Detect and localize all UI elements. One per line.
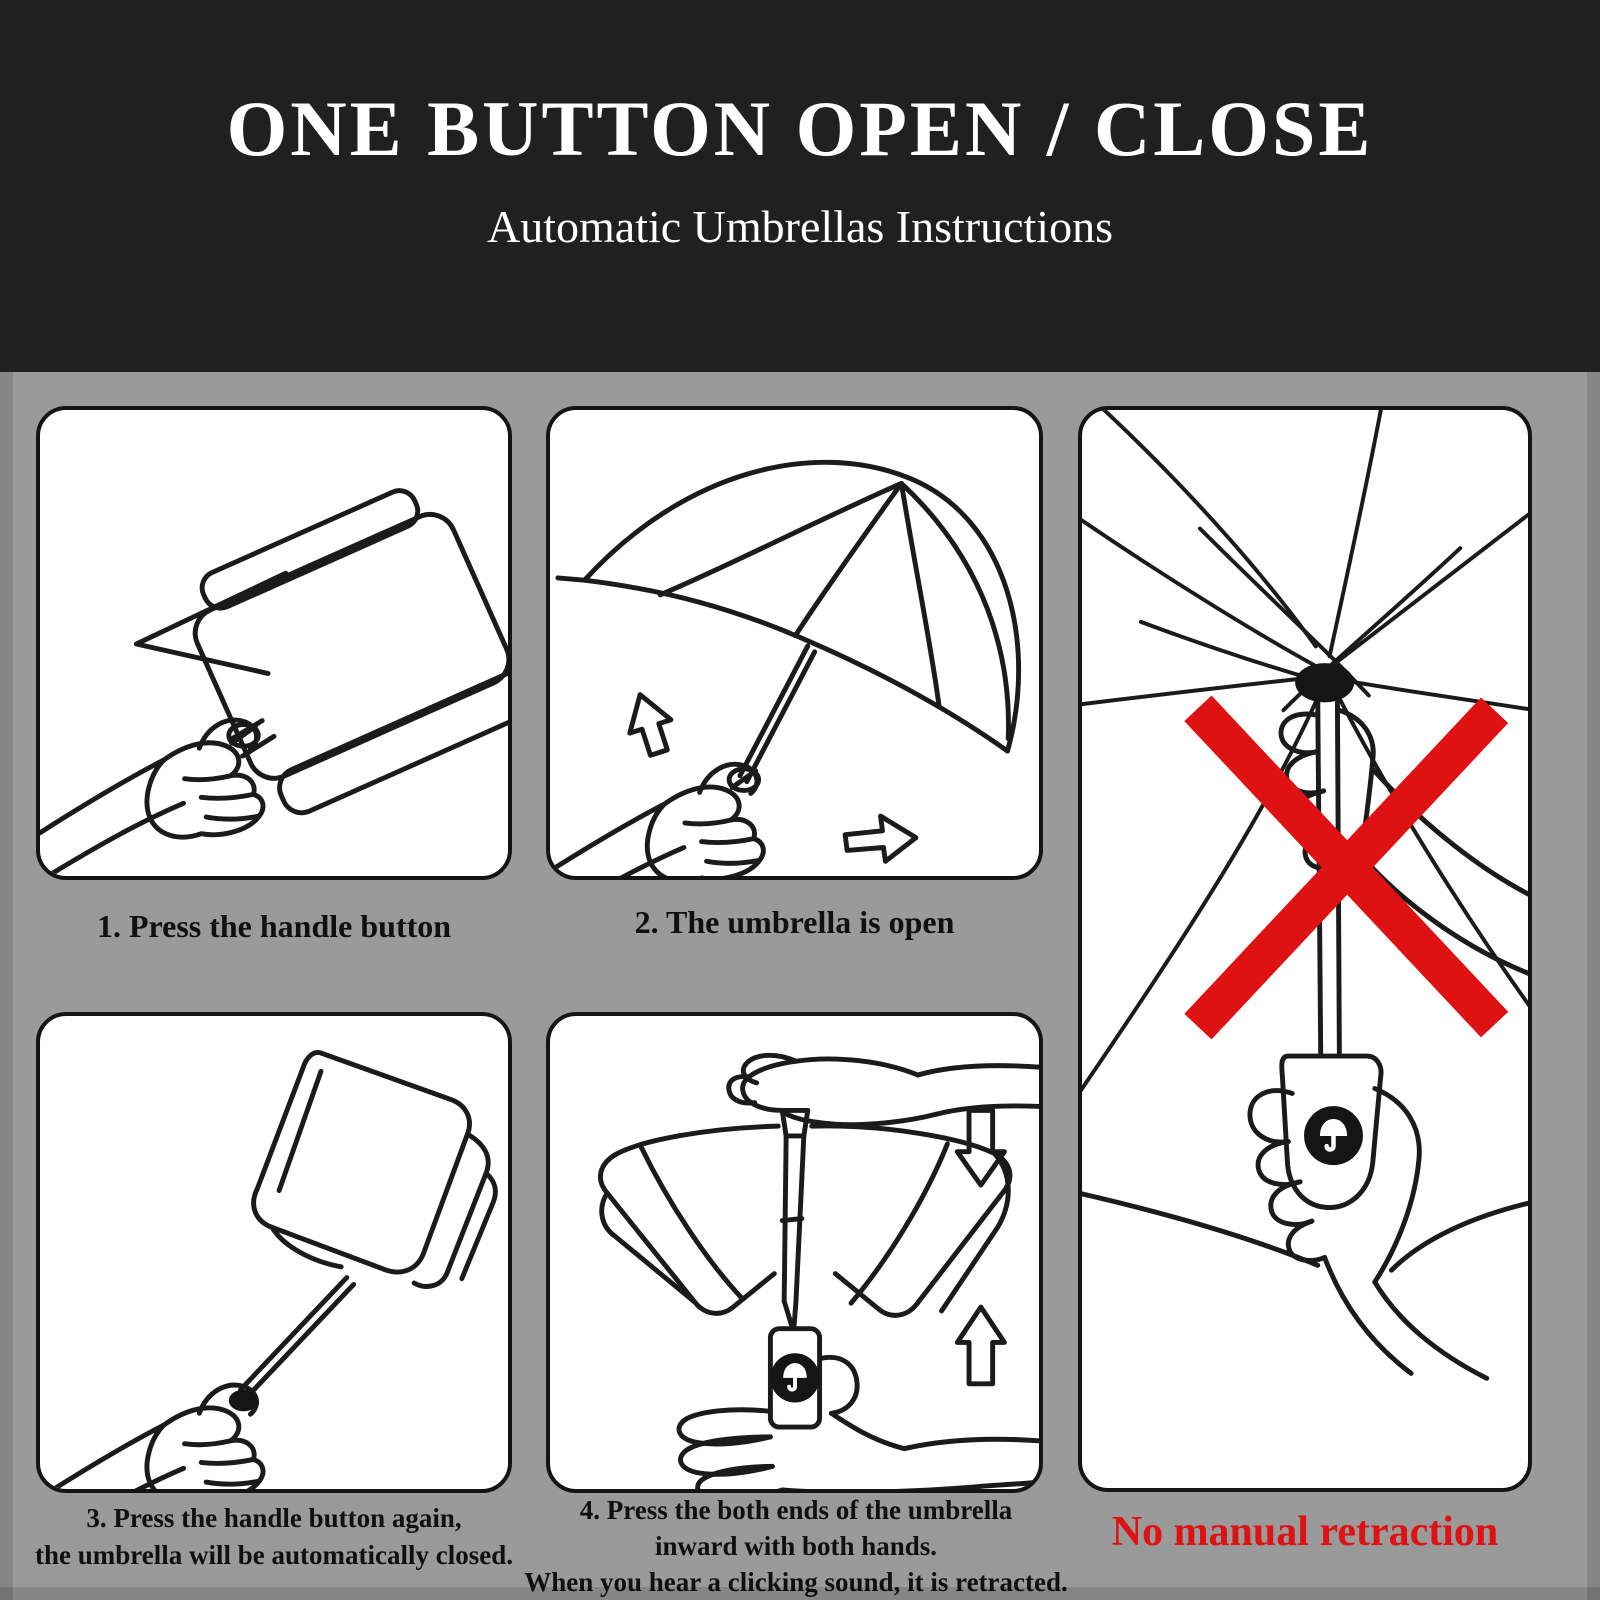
step-1-caption [36,908,512,945]
step-3-illustration [40,1016,508,1489]
right-arrow-icon [845,816,916,861]
warning-panel [1078,406,1532,1492]
warning-text: No manual retraction [1111,1509,1499,1555]
red-cross-icon [1198,708,1495,1026]
folded-umbrella [136,468,508,825]
up-arrow-icon [957,1307,1004,1384]
step-3-panel [36,1012,512,1493]
handle [770,1329,819,1427]
caption-line: 4. Press the both ends of the umbrella [579,1495,1013,1525]
step-2-caption [546,904,1043,941]
caption-line: 1. Press the handle button [96,908,452,944]
step-4-panel [546,1012,1043,1493]
step-4-caption [496,1492,1096,1600]
closed-umbrella [241,1046,508,1397]
hand-on-handle [40,720,263,876]
edge-shade-right [1587,372,1600,1600]
step-1-panel [36,406,512,880]
hand-on-handle [550,764,763,876]
folded-umbrella [600,1110,1009,1326]
step-2-panel [546,406,1043,880]
caption-line: 2. The umbrella is open [634,904,955,940]
step-1-illustration [40,410,508,876]
edge-shade-left [0,372,13,1600]
umbrella-hub [1295,663,1354,702]
caption-line: 3. Press the handle button again, [86,1503,462,1533]
page-subtitle: Automatic Umbrellas Instructions [487,201,1113,252]
step-3-caption [0,1500,562,1574]
step-2-illustration [550,410,1039,876]
handle-button-icon [229,1390,258,1412]
no-manual-retraction-illustration [1082,410,1528,1488]
header-band [0,0,1600,372]
caption-line: the umbrella will be automatically closed. [35,1540,513,1570]
bottom-hand [679,1357,1039,1489]
up-arrow-icon [620,688,680,759]
page-title: ONE BUTTON OPEN / CLOSE [226,85,1374,172]
edge-shade-bottom [0,1587,1600,1600]
step-4-illustration [550,1016,1039,1489]
caption-line: inward with both hands. [654,1531,938,1561]
caption-line: When you hear a clicking sound, it is retracted. [524,1567,1068,1597]
